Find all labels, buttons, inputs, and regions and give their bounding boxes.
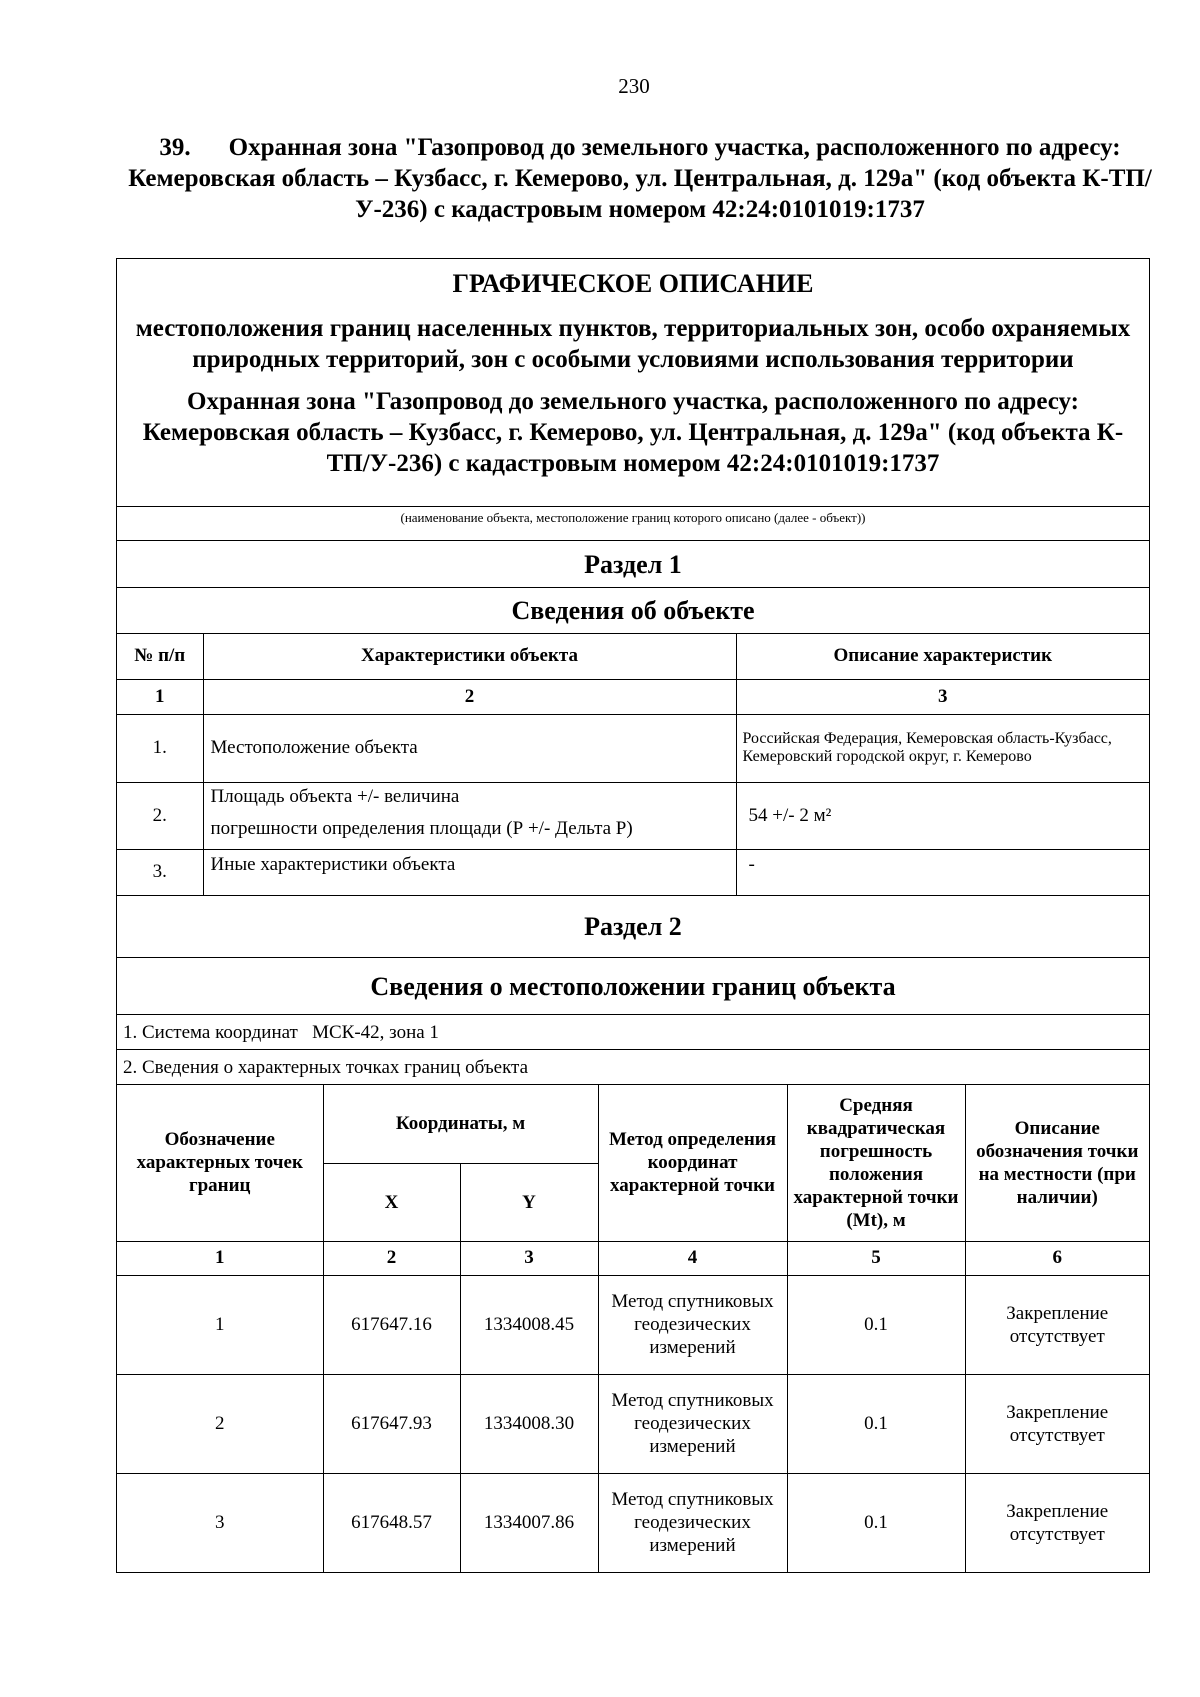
point-id: 2: [117, 1374, 323, 1473]
table-row: [117, 1374, 1149, 1473]
header-error: Средняя квадратическая погрешность положения характерной точки (Mt), м: [787, 1085, 965, 1241]
index-cell: 1: [117, 1241, 323, 1275]
point-description: Закрепление отсутствует: [965, 1473, 1149, 1572]
heading-number: 39.: [159, 134, 191, 161]
row-characteristic: Местоположение объекта: [203, 714, 736, 782]
description-block: [117, 259, 1149, 507]
row-value: Российская Федерация, Кемеровская область-Кузбасс, Кемеровский городской округ, г. Кемерово: [736, 714, 1149, 782]
row-number: 2.: [117, 782, 203, 849]
header-designation: Обозначение характерных точек границ: [117, 1085, 323, 1241]
section1-title: Раздел 1: [117, 541, 1149, 588]
point-method: Метод спутниковых геодезических измерений: [598, 1275, 787, 1374]
coordinate-system-value: МСК-42, зона 1: [312, 1022, 439, 1043]
table-index-row: [117, 679, 1149, 714]
section2-title: Раздел 2: [117, 896, 1149, 958]
coordinate-system-label: 1. Система координат: [123, 1022, 298, 1043]
header-point-description: Описание обозначения точки на местности (при наличии): [965, 1085, 1149, 1241]
header-y: Y: [460, 1163, 598, 1241]
table-index-row: [117, 1241, 1149, 1275]
table-row: [117, 782, 1149, 849]
point-x: 617647.16: [323, 1275, 460, 1374]
section1-subtitle: Сведения об объекте: [117, 588, 1149, 634]
table-row: [117, 1473, 1149, 1572]
description-title: ГРАФИЧЕСКОЕ ОПИСАНИЕ: [452, 269, 814, 298]
row-value: -: [736, 849, 1149, 895]
row-characteristic: [203, 782, 736, 849]
header-coordinates: Координаты, м: [323, 1085, 598, 1163]
page-number: 230: [618, 74, 650, 98]
header-method: Метод определения координат характерной точки: [598, 1085, 787, 1241]
description-subtitle: местоположения границ населенных пунктов, территориальных зон, особо охраняемых природных территорий, зон с особыми условиями использования территории: [135, 315, 1131, 373]
header-characteristics: Характеристики объекта: [203, 634, 736, 679]
row-number: 3.: [117, 849, 203, 895]
table-header-row: [117, 634, 1149, 679]
index-cell: 5: [787, 1241, 965, 1275]
section2-table-wrap: [117, 1085, 1149, 1572]
point-id: 1: [117, 1275, 323, 1374]
header-x: X: [323, 1163, 460, 1241]
table-row: [117, 714, 1149, 782]
point-method: Метод спутниковых геодезических измерений: [598, 1473, 787, 1572]
header-description: Описание характеристик: [736, 634, 1149, 679]
index-cell: 2: [323, 1241, 460, 1275]
index-cell: 4: [598, 1241, 787, 1275]
table-row: [117, 1275, 1149, 1374]
point-id: 3: [117, 1473, 323, 1572]
row-characteristic-line1: Площадь объекта +/- величина: [210, 785, 460, 807]
document-heading: [112, 132, 1168, 225]
point-mt: 0.1: [787, 1275, 965, 1374]
section1-table-wrap: [117, 634, 1149, 896]
point-mt: 0.1: [787, 1473, 965, 1572]
header-num: № п/п: [117, 634, 203, 679]
index-cell: 2: [203, 679, 736, 714]
object-caption: (наименование объекта, местоположение границ которого описано (далее - объект)): [117, 507, 1149, 541]
table-header-row: [117, 1085, 1149, 1163]
row-value: 54 +/- 2 м²: [736, 782, 1149, 849]
row-characteristic-line2: погрешности определения площади (Р +/- Дельта Р): [210, 817, 633, 839]
graphic-description-form: [116, 258, 1150, 1573]
point-mt: 0.1: [787, 1374, 965, 1473]
point-description: Закрепление отсутствует: [965, 1374, 1149, 1473]
point-x: 617647.93: [323, 1374, 460, 1473]
coordinate-system-row: [117, 1015, 1149, 1050]
row-characteristic: Иные характеристики объекта: [203, 849, 736, 895]
section2-subtitle: Сведения о местоположении границ объекта: [117, 958, 1149, 1015]
object-name: Охранная зона "Газопровод до земельного участка, расположенного по адресу: Кемеровская область – Кузбасс, г. Кемерово, ул. Центральная, д. 129а" (код объекта К-ТП/У-236) с кадастровым номером 42:24:0101019:1737: [142, 388, 1124, 477]
point-description: Закрепление отсутствует: [965, 1275, 1149, 1374]
point-y: 1334008.30: [460, 1374, 598, 1473]
index-cell: 6: [965, 1241, 1149, 1275]
index-cell: 3: [736, 679, 1149, 714]
index-cell: 1: [117, 679, 203, 714]
point-y: 1334007.86: [460, 1473, 598, 1572]
row-number: 1.: [117, 714, 203, 782]
index-cell: 3: [460, 1241, 598, 1275]
heading-text: Охранная зона "Газопровод до земельного участка, расположенного по адресу: Кемеровская область – Кузбасс, г. Кемерово, ул. Центральная, д. 129а" (код объекта К-ТП/У-236) с кадастровым номером 42:24:0101019:1737: [128, 134, 1152, 223]
object-characteristics-table: [117, 634, 1149, 895]
point-y: 1334008.45: [460, 1275, 598, 1374]
point-x: 617648.57: [323, 1473, 460, 1572]
boundary-points-table: [117, 1085, 1149, 1572]
table-row: [117, 849, 1149, 895]
boundary-points-label: 2. Сведения о характерных точках границ объекта: [117, 1050, 1149, 1085]
point-method: Метод спутниковых геодезических измерений: [598, 1374, 787, 1473]
